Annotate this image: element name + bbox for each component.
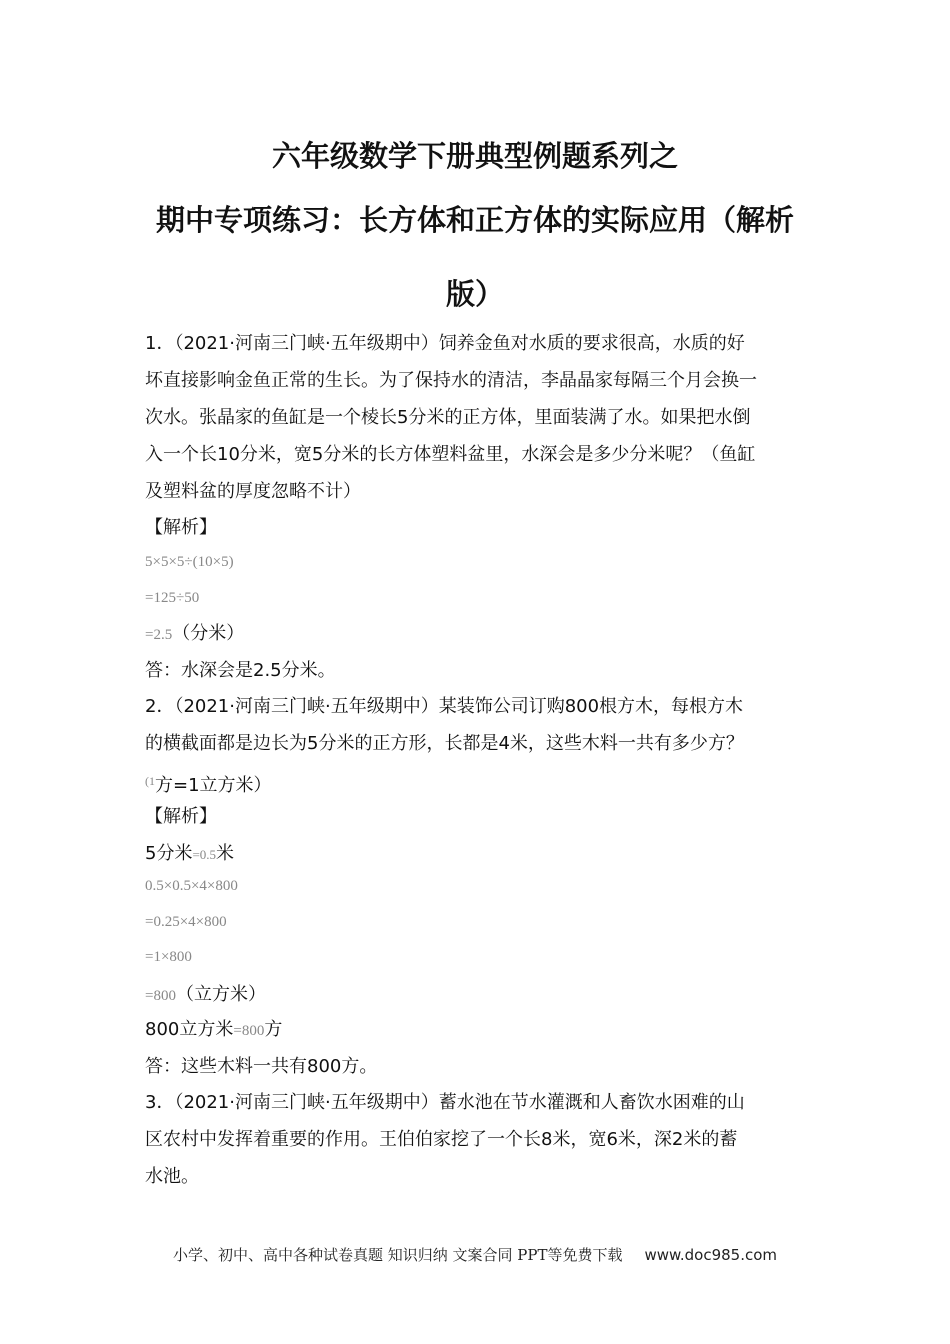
q3-line-3: 水池。 bbox=[145, 1166, 199, 1187]
q1-math-2-text: =125÷50 bbox=[145, 590, 200, 606]
q2-line-3 bbox=[145, 769, 272, 798]
q2-line-1: 2．（2021·河南三门峡·五年级期中）某装饰公司订购800根方木，每根方木 bbox=[145, 696, 744, 717]
title-line-2: 期中专项练习：长方体和正方体的实际应用（解析 bbox=[155, 203, 794, 237]
q2-math-4 bbox=[145, 983, 266, 1008]
footer-text: 小学、初中、高中各种试卷真题 知识归纳 文案合同 PPT等免费下载 bbox=[172, 1246, 623, 1264]
q2-line-2: 的横截面都是边长为5分米的正方形，长都是4米，这些木料一共有多少方？ bbox=[145, 733, 744, 754]
page-footer bbox=[0, 1244, 950, 1265]
q1-math-2 bbox=[145, 585, 199, 610]
q2-analysis-heading: 【解析】 bbox=[145, 806, 217, 827]
q1-line-2: 坏直接影响金鱼正常的生长。为了保持水的清洁，李晶晶家每隔三个月会换一 bbox=[145, 370, 757, 391]
footer-url-link[interactable]: www.doc985.com bbox=[644, 1246, 778, 1264]
q1-math-3-text: =2.5 bbox=[145, 627, 173, 643]
q2-line-3-text: 方=1立方米） bbox=[155, 775, 272, 796]
q1-line-4: 入一个长10分米，宽5分米的长方体塑料盆里，水深会是多少分米呢？（鱼缸 bbox=[145, 444, 756, 465]
q2-math-4-unit: （立方米） bbox=[175, 984, 266, 1005]
q3-line-1: 3．（2021·河南三门峡·五年级期中）蓄水池在节水灌溉和人畜饮水困难的山 bbox=[145, 1092, 745, 1113]
q2-conversion-2-a: 800立方米 bbox=[145, 1019, 234, 1040]
q2-math-3-text: =1×800 bbox=[145, 949, 192, 965]
q2-conversion-2 bbox=[145, 1018, 282, 1043]
q2-conversion-2-b: 方 bbox=[264, 1019, 283, 1040]
q2-math-2 bbox=[145, 909, 227, 934]
q1-line-1: 1．（2021·河南三门峡·五年级期中）饲养金鱼对水质的要求很高，水质的好 bbox=[145, 333, 745, 354]
title-line-3: 版） bbox=[445, 277, 504, 311]
q2-conversion-1 bbox=[145, 842, 234, 867]
q1-answer: 答：水深会是2.5分米。 bbox=[145, 660, 336, 681]
q2-answer: 答：这些木料一共有800方。 bbox=[145, 1056, 378, 1077]
q1-math-3 bbox=[145, 622, 244, 647]
q2-conversion-1-a: 5分米 bbox=[145, 843, 193, 864]
q1-math-1-text: 5×5×5÷(10×5) bbox=[145, 554, 234, 570]
title-line-1: 六年级数学下册典型例题系列之 bbox=[271, 139, 678, 173]
q2-line-3-sup: (1 bbox=[145, 774, 155, 788]
q1-analysis-heading: 【解析】 bbox=[145, 517, 217, 538]
q2-math-1 bbox=[145, 873, 238, 898]
q2-math-3 bbox=[145, 944, 192, 969]
q2-conversion-1-b: 米 bbox=[216, 843, 235, 864]
q2-conversion-1-math: =0.5 bbox=[192, 847, 217, 862]
q2-math-2-text: =0.25×4×800 bbox=[145, 914, 227, 930]
q1-math-3-unit: （分米） bbox=[172, 623, 245, 644]
q2-conversion-2-math: =800 bbox=[233, 1023, 265, 1039]
q1-line-3: 次水。张晶家的鱼缸是一个棱长5分米的正方体，里面装满了水。如果把水倒 bbox=[145, 407, 751, 428]
q1-line-5: 及塑料盆的厚度忽略不计） bbox=[145, 481, 361, 502]
q3-line-2: 区农村中发挥着重要的作用。王伯伯家挖了一个长8米，宽6米，深2米的蓄 bbox=[145, 1129, 738, 1150]
q2-math-1-text: 0.5×0.5×4×800 bbox=[145, 878, 238, 894]
q2-math-4-text: =800 bbox=[145, 988, 176, 1004]
q1-math-1 bbox=[145, 549, 234, 574]
